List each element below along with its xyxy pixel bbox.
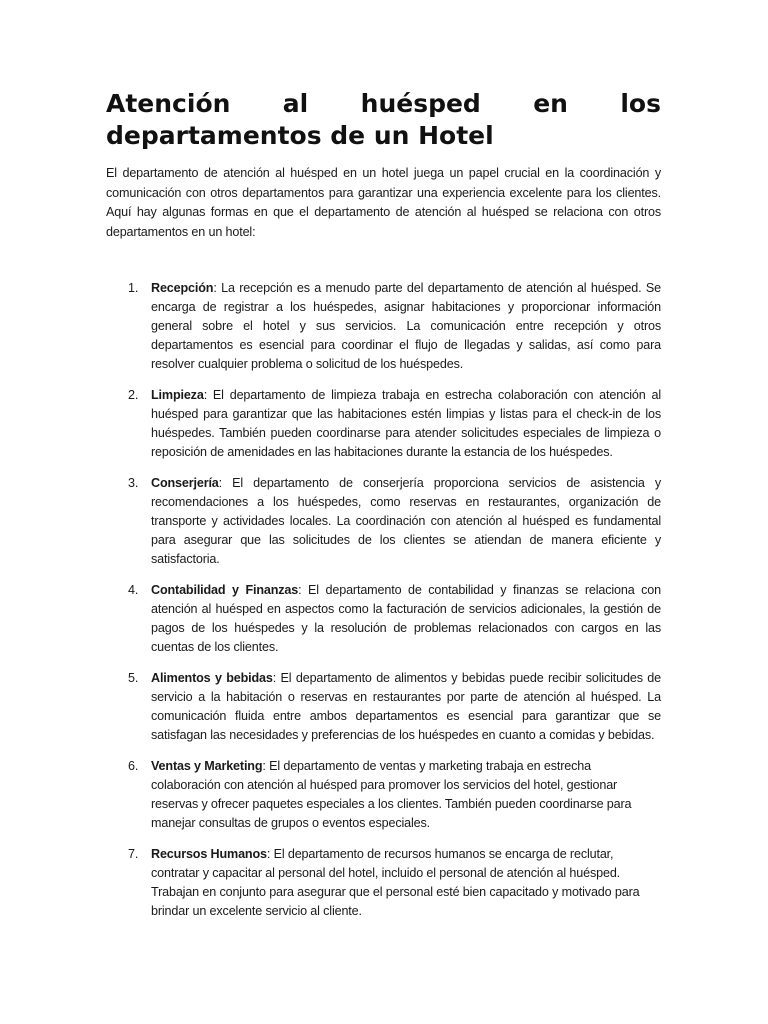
document-page bbox=[106, 88, 661, 933]
list-item-term: Recursos Humanos bbox=[151, 847, 267, 861]
list-item-text: : El departamento de conserjería proporciona servicios de asistencia y recomendaciones a los huéspedes, como reservas en restaurantes, organización de transporte y actividades locales. La coordinación con atención al huésped es fundamental para asegurar que las solicitudes de los clientes se atiendan de manera eficiente y satisfactoria. bbox=[151, 476, 661, 566]
list-item-term: Ventas y Marketing bbox=[151, 759, 263, 773]
list-item-number: 6. bbox=[128, 759, 139, 773]
list-item-number: 2. bbox=[128, 388, 139, 402]
department-list bbox=[106, 279, 661, 921]
list-item-term: Contabilidad y Finanzas bbox=[151, 583, 299, 597]
list-item-limpieza bbox=[106, 386, 661, 462]
list-item-term: Recepción bbox=[151, 281, 214, 295]
list-item-term: Alimentos y bebidas bbox=[151, 671, 273, 685]
list-item-recepcion bbox=[106, 279, 661, 374]
list-item-text: : El departamento de recursos humanos se encarga de reclutar, contratar y capacitar al personal del hotel, incluido el personal de atención al huésped. Trabajan en conjunto para asegurar que el personal esté bien capacitado y motivado para brindar un excelente servicio al cliente. bbox=[151, 847, 640, 918]
list-item-text: : El departamento de contabilidad y finanzas se relaciona con atención al huésped en aspectos como la facturación de servicios adicionales, la gestión de pagos de los huéspedes y la resolución de problemas relacionados con cargos en las cuentas de los clientes. bbox=[151, 583, 661, 654]
list-item-number: 7. bbox=[128, 847, 139, 861]
list-item-term: Conserjería bbox=[151, 476, 219, 490]
list-item-text: : La recepción es a menudo parte del departamento de atención al huésped. Se encarga de registrar a los huéspedes, asignar habitaciones y proporcionar información general sobre el hotel y sus servicios. La comunicación entre recepción y otros departamentos es esencial para coordinar el flujo de llegadas y salidas, así como para resolver cualquier problema o solicitud de los huéspedes. bbox=[151, 281, 661, 371]
list-item-recursos-humanos bbox=[106, 845, 661, 921]
list-item-ventas bbox=[106, 757, 661, 833]
list-item-alimentos bbox=[106, 669, 661, 745]
intro-paragraph: El departamento de atención al huésped en un hotel juega un papel crucial en la coordinación y comunicación con otros departamentos para garantizar una experiencia excelente para los clientes. Aquí hay algunas formas en que el departamento de atención al huésped se relaciona con otros departamentos en un hotel: bbox=[106, 166, 661, 239]
list-item-number: 4. bbox=[128, 583, 139, 597]
document-title: Atención al huésped en los departamentos de un Hotel bbox=[106, 89, 661, 150]
list-item-conserjeria bbox=[106, 474, 661, 569]
list-item-contabilidad bbox=[106, 581, 661, 657]
list-item-number: 5. bbox=[128, 671, 139, 685]
list-item-number: 3. bbox=[128, 476, 139, 490]
list-item-text: : El departamento de alimentos y bebidas puede recibir solicitudes de servicio a la habitación o reservas en restaurantes por parte de atención al huésped. La comunicación fluida entre ambos departamentos es esencial para garantizar que se satisfagan las necesidades y preferencias de los huéspedes en cuanto a comidas y bebidas. bbox=[151, 671, 661, 742]
list-item-text: : El departamento de limpieza trabaja en estrecha colaboración con atención al huésped para garantizar que las habitaciones estén limpias y listas para el check-in de los huéspedes. También pueden coordinarse para atender solicitudes especiales de limpieza o reposición de amenidades en las habitaciones durante la estancia de los huéspedes. bbox=[151, 388, 661, 459]
list-item-number: 1. bbox=[128, 281, 139, 295]
list-item-text: : El departamento de ventas y marketing trabaja en estrecha colaboración con atención al huésped para promover los servicios del hotel, gestionar reservas y ofrecer paquetes especiales a los clientes. También pueden coordinarse para manejar consultas de grupos o eventos especiales. bbox=[151, 759, 632, 830]
list-item-term: Limpieza bbox=[151, 388, 204, 402]
